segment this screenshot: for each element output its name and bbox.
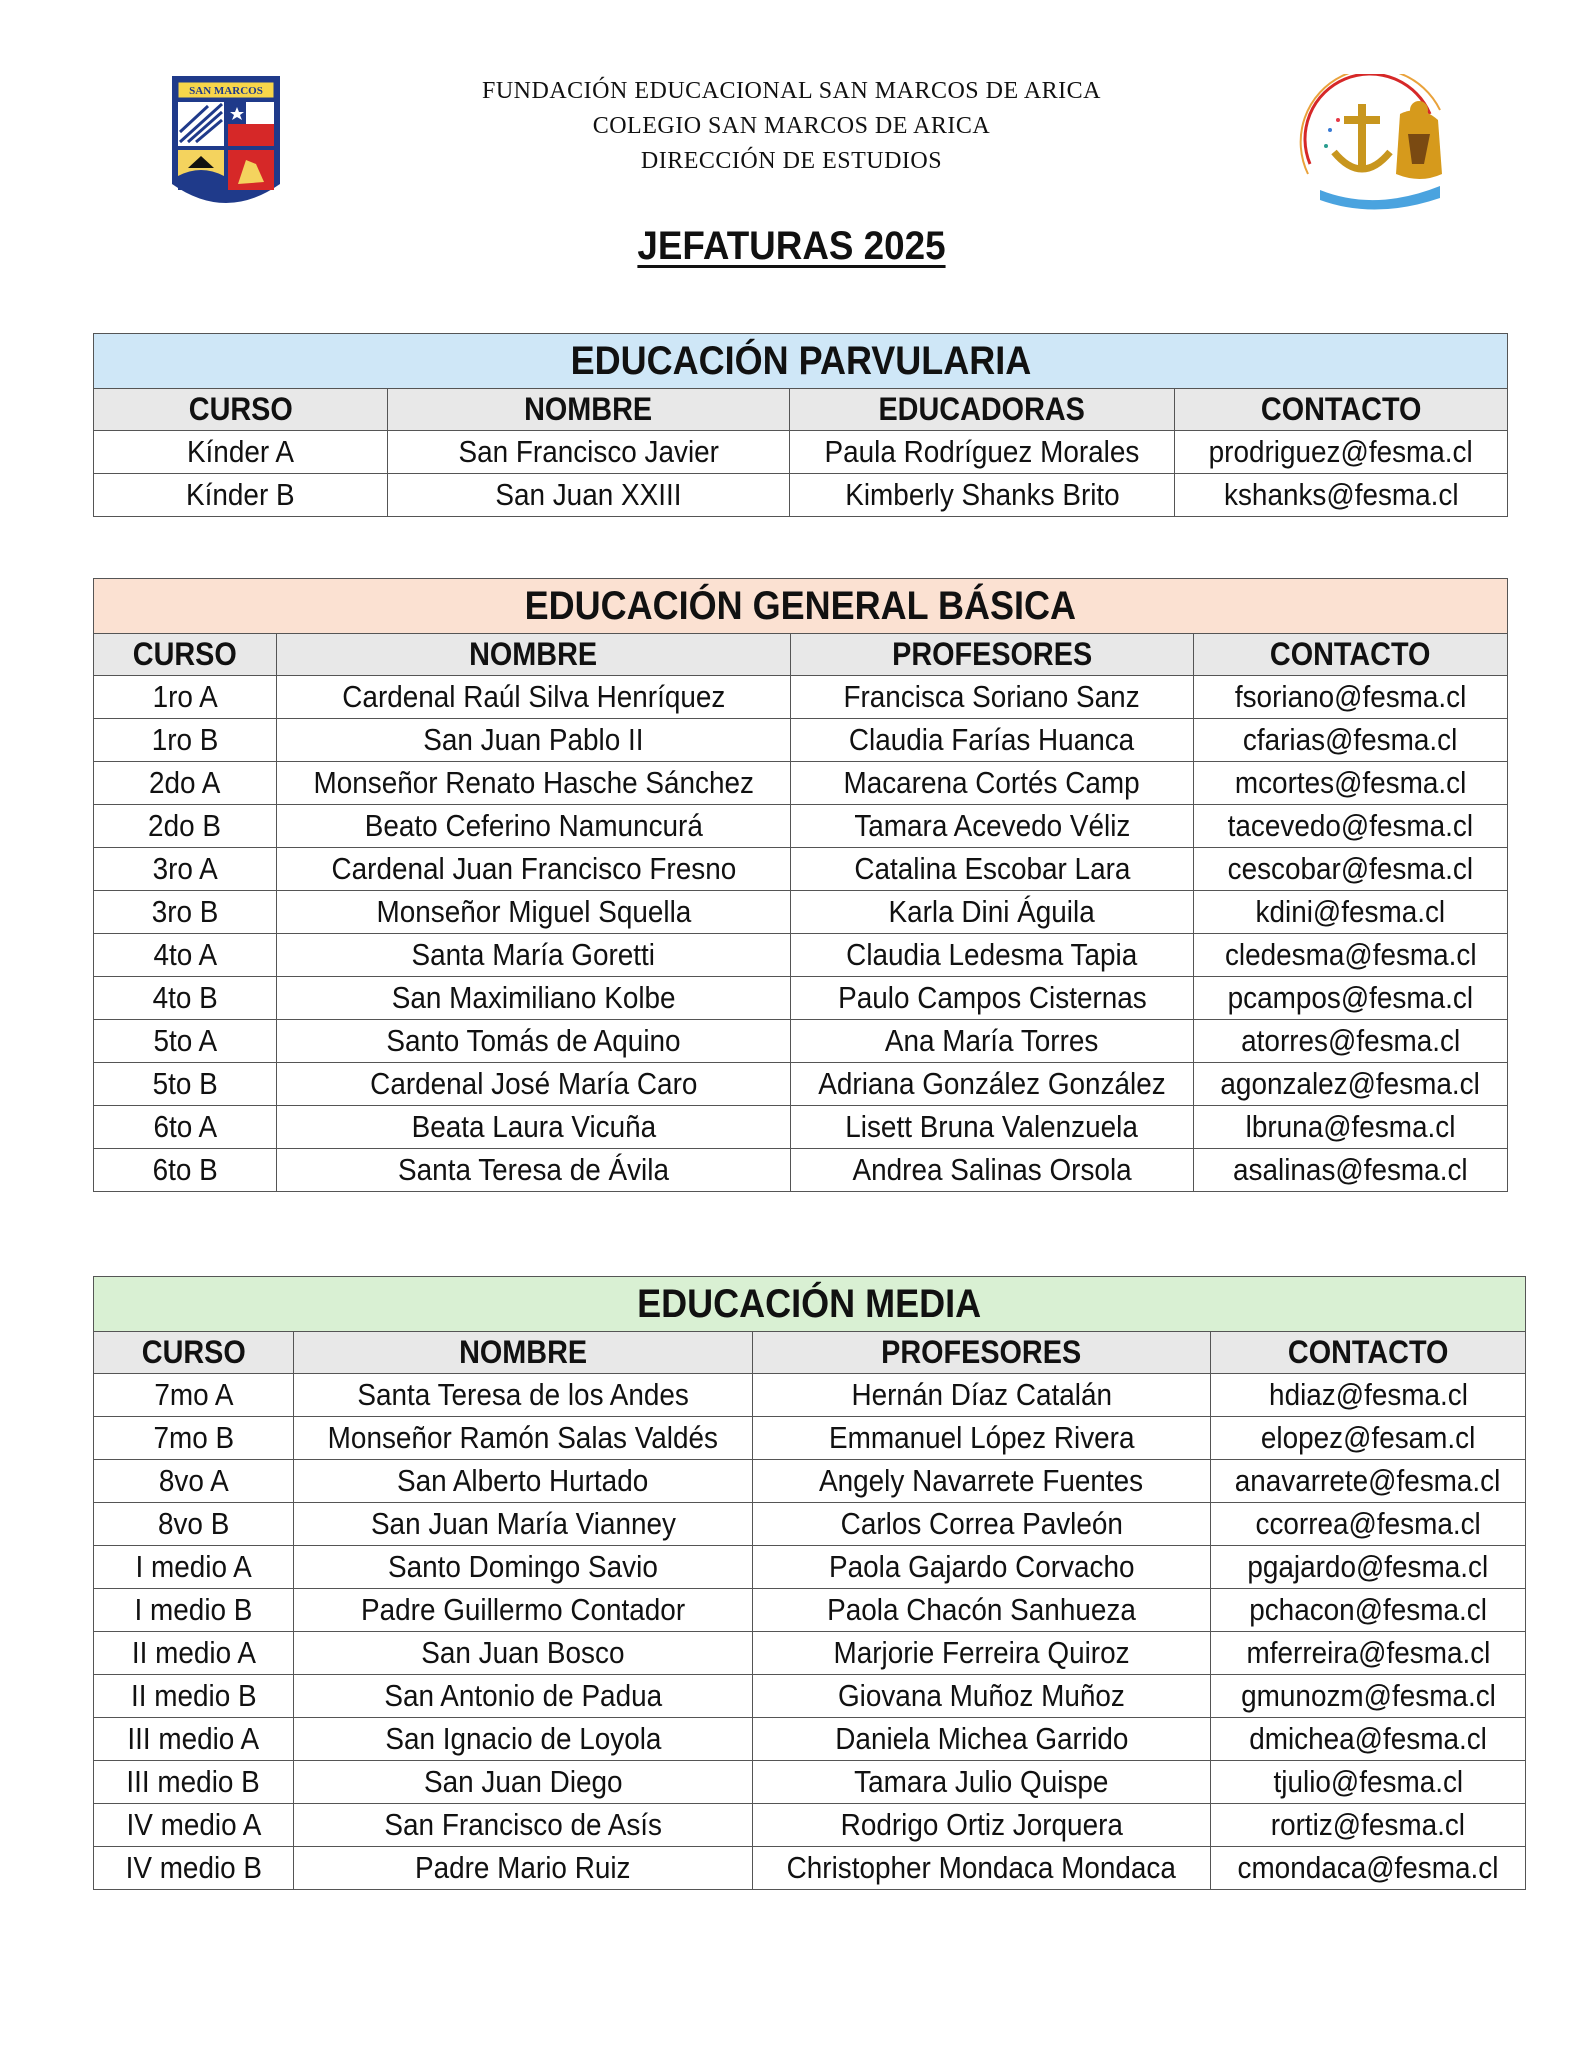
table-row: [94, 1718, 1526, 1761]
cell-docente: Tamara Acevedo Véliz: [791, 805, 1194, 848]
cell-docente: Rodrigo Ortiz Jorquera: [753, 1804, 1211, 1847]
cell-curso: I medio B: [94, 1589, 294, 1632]
page-title: JEFATURAS 2025: [637, 224, 946, 268]
cell-nombre: Monseñor Ramón Salas Valdés: [294, 1417, 753, 1460]
table-row: [94, 1632, 1526, 1675]
cell-nombre: San Ignacio de Loyola: [294, 1718, 753, 1761]
cell-contacto: asalinas@fesma.cl: [1194, 1149, 1508, 1192]
cell-curso: II medio B: [94, 1675, 294, 1718]
cell-nombre: Santa Teresa de los Andes: [294, 1374, 753, 1417]
table-row: [94, 1675, 1526, 1718]
cell-contacto: gmunozm@fesma.cl: [1211, 1675, 1526, 1718]
cell-curso: III medio A: [94, 1718, 294, 1761]
cell-nombre: Monseñor Renato Hasche Sánchez: [277, 762, 791, 805]
cell-nombre: San Juan Bosco: [294, 1632, 753, 1675]
cell-contacto: kdini@fesma.cl: [1194, 891, 1508, 934]
cell-nombre: San Francisco Javier: [388, 431, 790, 474]
cell-contacto: ccorrea@fesma.cl: [1211, 1503, 1526, 1546]
cell-curso: 6to B: [94, 1149, 277, 1192]
section-title: EDUCACIÓN GENERAL BÁSICA: [94, 579, 1508, 634]
cell-nombre: San Francisco de Asís: [294, 1804, 753, 1847]
cell-nombre: San Maximiliano Kolbe: [277, 977, 791, 1020]
cell-nombre: San Juan María Vianney: [294, 1503, 753, 1546]
table-row: [94, 1589, 1526, 1632]
cell-docente: Andrea Salinas Orsola: [791, 1149, 1194, 1192]
cell-docente: Francisca Soriano Sanz: [791, 676, 1194, 719]
cell-docente: Lisett Bruna Valenzuela: [791, 1106, 1194, 1149]
cell-docente: Paola Gajardo Corvacho: [753, 1546, 1211, 1589]
cell-contacto: pchacon@fesma.cl: [1211, 1589, 1526, 1632]
cell-curso: Kínder A: [94, 431, 388, 474]
cell-curso: II medio A: [94, 1632, 294, 1675]
svg-text:SAN MARCOS: SAN MARCOS: [189, 85, 263, 97]
table-row: [94, 1460, 1526, 1503]
table-row: [94, 934, 1508, 977]
cell-contacto: pgajardo@fesma.cl: [1211, 1546, 1526, 1589]
cell-curso: I medio A: [94, 1546, 294, 1589]
cell-curso: IV medio B: [94, 1847, 294, 1890]
cell-contacto: mferreira@fesma.cl: [1211, 1632, 1526, 1675]
table-row: [94, 1761, 1526, 1804]
cell-contacto: hdiaz@fesma.cl: [1211, 1374, 1526, 1417]
table-row: [94, 848, 1508, 891]
cell-contacto: prodriguez@fesma.cl: [1175, 431, 1508, 474]
table-row: [94, 1149, 1508, 1192]
cell-nombre: Monseñor Miguel Squella: [277, 891, 791, 934]
table-row: [94, 474, 1508, 517]
cell-nombre: San Juan XXIII: [388, 474, 790, 517]
table-row: [94, 1020, 1508, 1063]
cell-curso: 1ro B: [94, 719, 277, 762]
cell-docente: Macarena Cortés Camp: [791, 762, 1194, 805]
section-body: [94, 431, 1508, 517]
cell-curso: IV medio A: [94, 1804, 294, 1847]
cell-docente: Claudia Farías Huanca: [791, 719, 1194, 762]
table-row: [94, 977, 1508, 1020]
table-row: [94, 1847, 1526, 1890]
table-row: [94, 431, 1508, 474]
table-row: [94, 1503, 1526, 1546]
cell-curso: 3ro B: [94, 891, 277, 934]
cell-contacto: agonzalez@fesma.cl: [1194, 1063, 1508, 1106]
cell-contacto: tjulio@fesma.cl: [1211, 1761, 1526, 1804]
cell-contacto: lbruna@fesma.cl: [1194, 1106, 1508, 1149]
header-row: [94, 1332, 1526, 1374]
cell-contacto: atorres@fesma.cl: [1194, 1020, 1508, 1063]
cell-curso: 7mo B: [94, 1417, 294, 1460]
table-row: [94, 805, 1508, 848]
table-row: [94, 891, 1508, 934]
section-title: EDUCACIÓN PARVULARIA: [94, 334, 1508, 389]
cell-contacto: mcortes@fesma.cl: [1194, 762, 1508, 805]
cell-curso: 8vo A: [94, 1460, 294, 1503]
table-row: [94, 1417, 1526, 1460]
col-nombre: NOMBRE: [388, 389, 790, 431]
cell-curso: 7mo A: [94, 1374, 294, 1417]
cell-curso: 2do B: [94, 805, 277, 848]
table-basica: [93, 578, 1508, 1192]
section-body: [94, 1374, 1526, 1890]
cell-docente: Paula Rodríguez Morales: [790, 431, 1175, 474]
table-media: [93, 1276, 1526, 1890]
cell-contacto: cescobar@fesma.cl: [1194, 848, 1508, 891]
cell-docente: Karla Dini Águila: [791, 891, 1194, 934]
header-row: [94, 634, 1508, 676]
cell-curso: 1ro A: [94, 676, 277, 719]
table-row: [94, 1063, 1508, 1106]
col-curso: CURSO: [94, 389, 388, 431]
cell-contacto: fsoriano@fesma.cl: [1194, 676, 1508, 719]
cell-docente: Emmanuel López Rivera: [753, 1417, 1211, 1460]
cell-nombre: San Alberto Hurtado: [294, 1460, 753, 1503]
cell-contacto: anavarrete@fesma.cl: [1211, 1460, 1526, 1503]
cell-nombre: San Juan Pablo II: [277, 719, 791, 762]
cell-docente: Paola Chacón Sanhueza: [753, 1589, 1211, 1632]
table-row: [94, 762, 1508, 805]
cell-curso: 5to A: [94, 1020, 277, 1063]
col-contacto: CONTACTO: [1175, 389, 1508, 431]
cell-docente: Marjorie Ferreira Quiroz: [753, 1632, 1211, 1675]
cell-curso: 4to B: [94, 977, 277, 1020]
cell-nombre: Cardenal Raúl Silva Henríquez: [277, 676, 791, 719]
cell-nombre: Santo Tomás de Aquino: [277, 1020, 791, 1063]
cell-docente: Claudia Ledesma Tapia: [791, 934, 1194, 977]
col-contacto: CONTACTO: [1194, 634, 1508, 676]
section-title: EDUCACIÓN MEDIA: [94, 1277, 1526, 1332]
col-curso: CURSO: [94, 1332, 294, 1374]
cell-docente: Giovana Muñoz Muñoz: [753, 1675, 1211, 1718]
col-nombre: NOMBRE: [294, 1332, 753, 1374]
header-foundation: FUNDACIÓN EDUCACIONAL SAN MARCOS DE ARICA: [482, 78, 1101, 104]
cell-contacto: cledesma@fesma.cl: [1194, 934, 1508, 977]
cell-docente: Catalina Escobar Lara: [791, 848, 1194, 891]
table-parvularia: [93, 333, 1508, 517]
col-nombre: NOMBRE: [277, 634, 791, 676]
cell-curso: 6to A: [94, 1106, 277, 1149]
cell-curso: 5to B: [94, 1063, 277, 1106]
cell-docente: Adriana González González: [791, 1063, 1194, 1106]
cell-docente: Christopher Mondaca Mondaca: [753, 1847, 1211, 1890]
cell-curso: 3ro A: [94, 848, 277, 891]
cell-nombre: Padre Mario Ruiz: [294, 1847, 753, 1890]
table-row: [94, 676, 1508, 719]
table-row: [94, 719, 1508, 762]
cell-nombre: San Juan Diego: [294, 1761, 753, 1804]
cell-contacto: cfarias@fesma.cl: [1194, 719, 1508, 762]
cell-curso: 8vo B: [94, 1503, 294, 1546]
cell-contacto: kshanks@fesma.cl: [1175, 474, 1508, 517]
cell-nombre: Santo Domingo Savio: [294, 1546, 753, 1589]
cell-contacto: cmondaca@fesma.cl: [1211, 1847, 1526, 1890]
cell-curso: III medio B: [94, 1761, 294, 1804]
cell-curso: Kínder B: [94, 474, 388, 517]
cell-contacto: rortiz@fesma.cl: [1211, 1804, 1526, 1847]
cell-nombre: Beata Laura Vicuña: [277, 1106, 791, 1149]
section-body: [94, 676, 1508, 1192]
col-profesores: PROFESORES: [753, 1332, 1211, 1374]
cell-nombre: Santa Teresa de Ávila: [277, 1149, 791, 1192]
cell-nombre: Beato Ceferino Namuncurá: [277, 805, 791, 848]
header-school: COLEGIO SAN MARCOS DE ARICA: [592, 113, 991, 139]
cell-docente: Ana María Torres: [791, 1020, 1194, 1063]
col-curso: CURSO: [94, 634, 277, 676]
cell-contacto: dmichea@fesma.cl: [1211, 1718, 1526, 1761]
table-row: [94, 1374, 1526, 1417]
cell-contacto: elopez@fesam.cl: [1211, 1417, 1526, 1460]
col-contacto: CONTACTO: [1211, 1332, 1526, 1374]
table-row: [94, 1106, 1508, 1149]
cell-docente: Paulo Campos Cisternas: [791, 977, 1194, 1020]
cell-docente: Angely Navarrete Fuentes: [753, 1460, 1211, 1503]
cell-nombre: Cardenal José María Caro: [277, 1063, 791, 1106]
cell-nombre: Santa María Goretti: [277, 934, 791, 977]
cell-docente: Daniela Michea Garrido: [753, 1718, 1211, 1761]
cell-docente: Hernán Díaz Catalán: [753, 1374, 1211, 1417]
cell-curso: 4to A: [94, 934, 277, 977]
header-row: [94, 389, 1508, 431]
cell-nombre: Cardenal Juan Francisco Fresno: [277, 848, 791, 891]
cell-docente: Kimberly Shanks Brito: [790, 474, 1175, 517]
table-row: [94, 1804, 1526, 1847]
col-educadoras: EDUCADORAS: [790, 389, 1175, 431]
header-department: DIRECCIÓN DE ESTUDIOS: [640, 148, 943, 174]
col-profesores: PROFESORES: [791, 634, 1194, 676]
emblem-logo: [1290, 74, 1460, 214]
cell-docente: Tamara Julio Quispe: [753, 1761, 1211, 1804]
cell-curso: 2do A: [94, 762, 277, 805]
cell-docente: Carlos Correa Pavleón: [753, 1503, 1211, 1546]
cell-contacto: pcampos@fesma.cl: [1194, 977, 1508, 1020]
cell-contacto: tacevedo@fesma.cl: [1194, 805, 1508, 848]
cell-nombre: Padre Guillermo Contador: [294, 1589, 753, 1632]
table-row: [94, 1546, 1526, 1589]
cell-nombre: San Antonio de Padua: [294, 1675, 753, 1718]
